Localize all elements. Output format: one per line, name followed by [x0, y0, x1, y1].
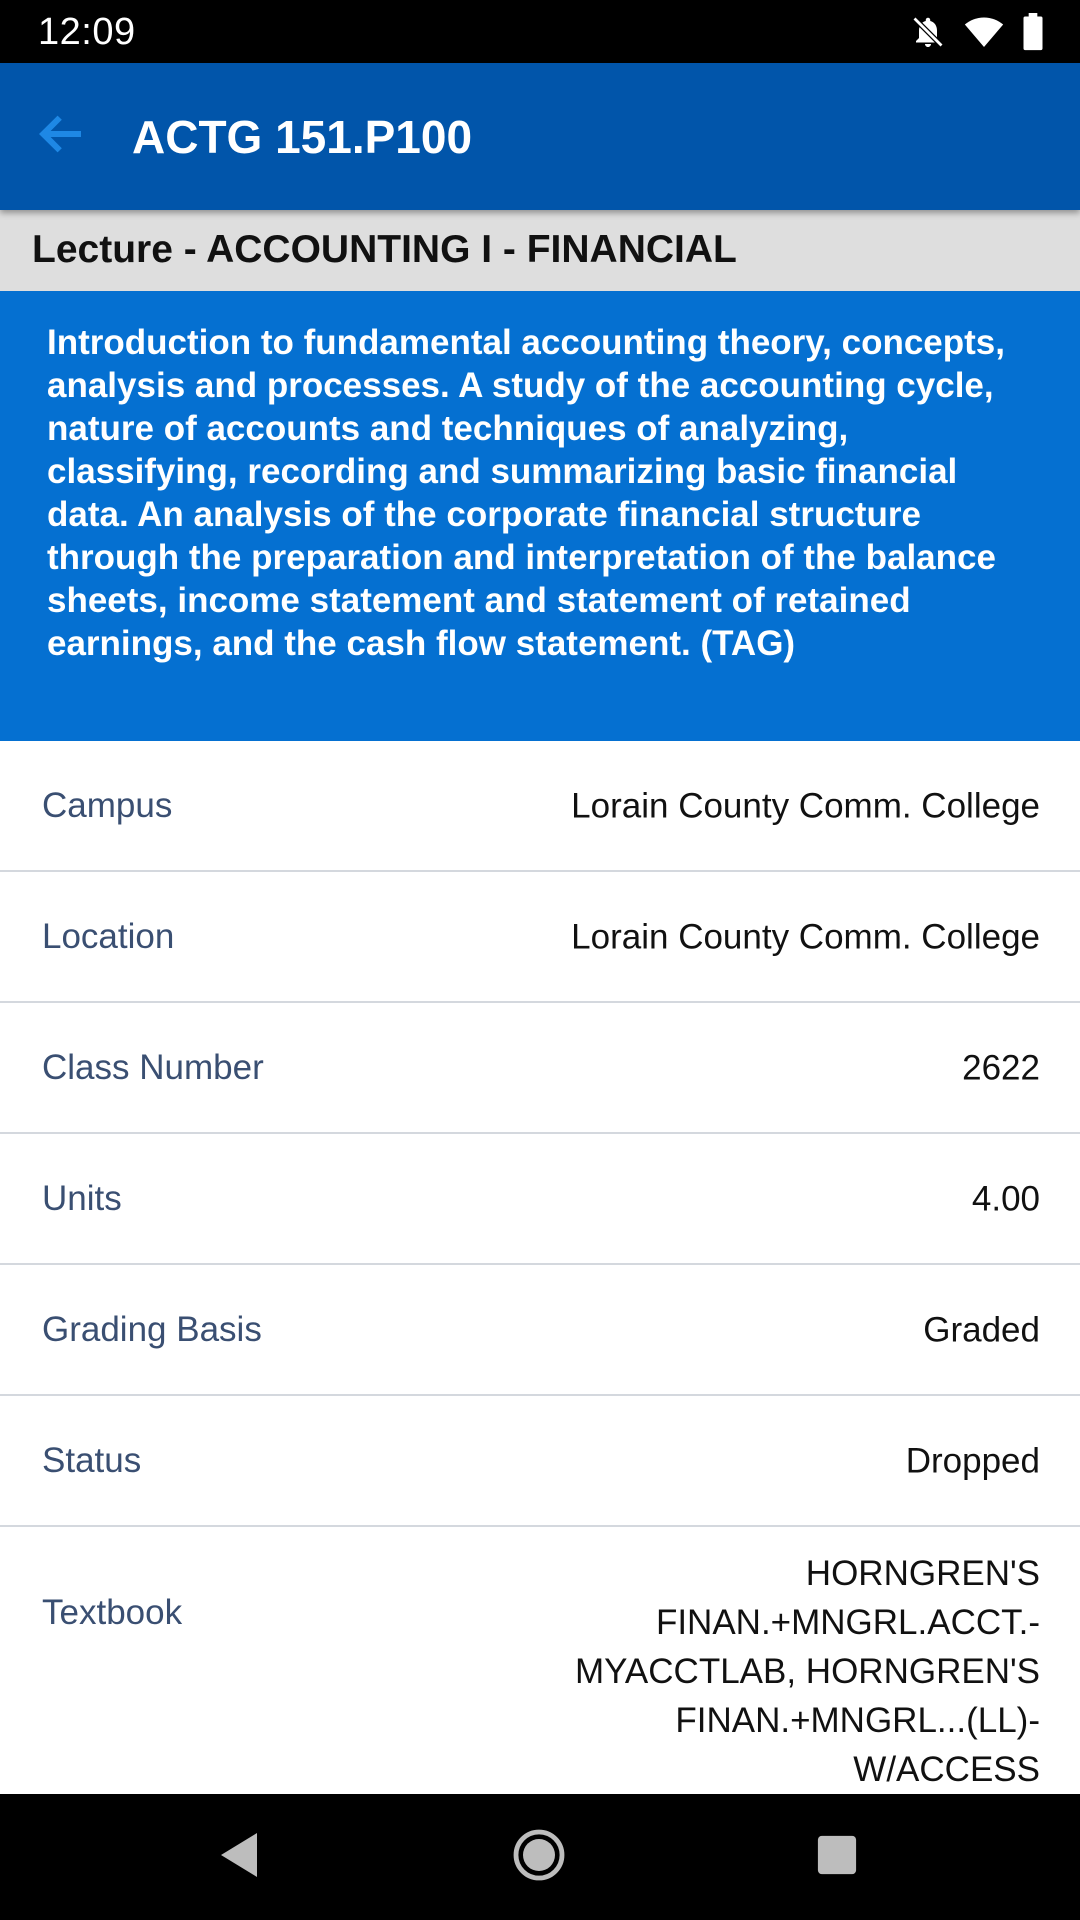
nav-recents-button[interactable] [804, 1824, 870, 1890]
detail-label: Location [42, 916, 175, 956]
status-time: 12:09 [38, 11, 136, 53]
detail-value: 2622 [962, 1048, 1040, 1087]
detail-row-textbook [0, 1527, 1080, 1797]
detail-label: Status [42, 1440, 142, 1480]
course-description-text: Introduction to fundamental accounting theory, concepts, analysis and processes. A study of the accounting cycle, nature of accounts and techniques of analyzing, classifying, recording and summarizing basic financial data. An analysis of the corporate financial structure through the preparation and interpretation of the balance sheets, income statement and statement of retained earnings, and the cash flow statement. (TAG) [47, 323, 1005, 663]
notifications-off-icon [910, 13, 946, 51]
detail-value: Lorain County Comm. College [571, 786, 1040, 825]
nav-home-icon [513, 1829, 565, 1886]
detail-value: 4.00 [971, 1179, 1040, 1218]
detail-label: Grading Basis [42, 1309, 262, 1349]
navigation-bar [0, 1794, 1080, 1920]
back-button[interactable] [28, 103, 94, 169]
app-bar [0, 63, 1080, 210]
battery-icon [1022, 13, 1044, 51]
detail-label: Textbook [42, 1593, 183, 1632]
detail-value: Dropped [905, 1441, 1040, 1480]
detail-row-status [0, 1396, 1080, 1527]
wifi-icon [964, 15, 1004, 49]
detail-label: Campus [42, 785, 173, 825]
nav-back-button[interactable] [206, 1824, 272, 1890]
page-title: ACTG 151.P100 [132, 111, 473, 163]
detail-row-units [0, 1134, 1080, 1265]
detail-value: Graded [923, 1310, 1040, 1349]
nav-recents-icon [816, 1834, 858, 1881]
status-icons [910, 12, 1044, 52]
course-description [0, 291, 1080, 741]
detail-row-location [0, 872, 1080, 1003]
detail-value: Lorain County Comm. College [571, 917, 1040, 956]
details-list [0, 741, 1080, 1797]
nav-home-button[interactable] [506, 1824, 572, 1890]
nav-back-icon [215, 1829, 263, 1886]
detail-row-campus [0, 741, 1080, 872]
section-header-title: Lecture - ACCOUNTING I - FINANCIAL [32, 228, 737, 271]
detail-row-class-number [0, 1003, 1080, 1134]
detail-label: Units [42, 1178, 122, 1218]
section-header [0, 210, 1080, 291]
detail-value: HORNGREN'S FINAN.+MNGRL.ACCT.-MYACCTLAB, HORNGREN'S FINAN.+MNGRL...(LL)-W/ACCESS [575, 1554, 1040, 1789]
status-bar [0, 0, 1080, 63]
detail-row-grading-basis [0, 1265, 1080, 1396]
detail-label: Class Number [42, 1047, 264, 1087]
back-arrow-icon [37, 114, 85, 159]
